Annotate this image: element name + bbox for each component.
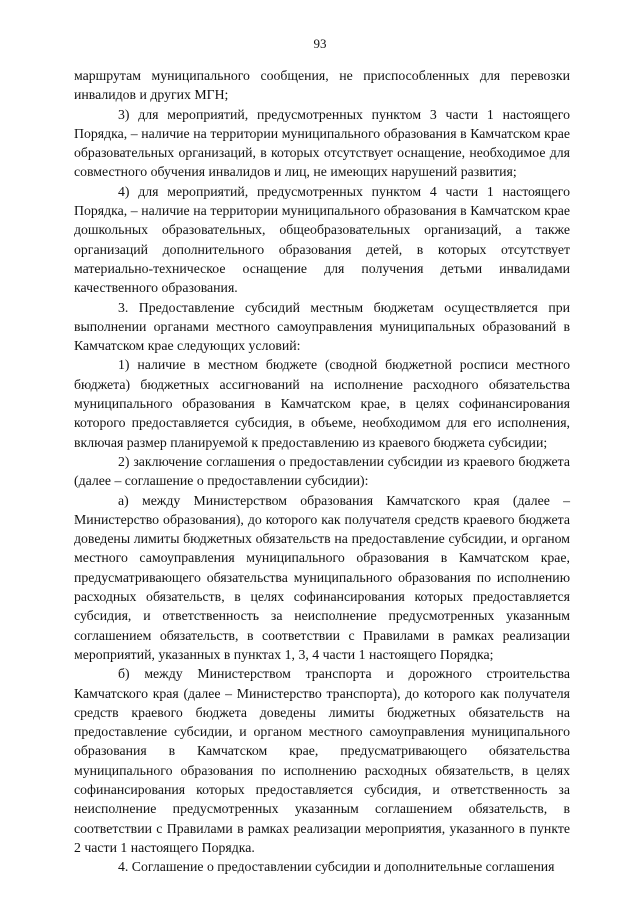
paragraph-condition-2: 2) заключение соглашения о предоставлении субсидии из краевого бюджета (далее – соглашение о предоставлении субсидии):	[74, 453, 570, 489]
paragraph-continuation: маршрутам муниципального сообщения, не приспособленных для перевозки инвалидов и других МГН;	[74, 68, 570, 103]
paragraph-section-3: 3. Предоставление субсидий местным бюджетам осуществляется при выполнении органами местного самоуправления муниципальных образований в Камчатском крае следующих условий:	[74, 299, 570, 354]
paragraph-subitem-a: а) между Министерством образования Камчатского края (далее – Министерство образования), до которого как получателя средств краевого бюджета доведены лимиты бюджетных обязательств на предоставление субсидии, и органом местного самоуправления муниципального образования в Камчатском крае, предусматривающего обязательства муниципального образования по исполнению расходных обязательств, в целях софинансирования которых предоставляется субсидия, и ответственность за неисполнение предусмотренных указанным соглашением обязательств, в соответствии с Правилами в рамках реализации мероприятий, указанных в пунктах 1, 3, 4 части 1 настоящего Порядка;	[74, 492, 570, 662]
page-number: 93	[313, 36, 327, 51]
paragraph-item-3: 3) для мероприятий, предусмотренных пунктом 3 части 1 настоящего Порядка, – наличие на территории муниципального образования в Камчатском крае образовательных организаций, в которых отсутствует оснащение, необходимое для совместного обучения инвалидов и лиц, не имеющих нарушений развития;	[74, 106, 570, 180]
paragraph-section-4: 4. Соглашение о предоставлении субсидии и дополнительные соглашения	[118, 859, 555, 875]
paragraph-subitem-b: б) между Министерством транспорта и дорожного строительства Камчатского края (далее – Министерство транспорта), до которого как получателя средств краевого бюджета доведены лимиты бюджетных обязательств на предоставление субсидии, и органом местного самоуправления муниципального образования в Камчатском крае, предусматривающего обязательства муниципального образования по исполнению расходных обязательств, в целях софинансирования которых предоставляется субсидия, и ответственность за неисполнение предусмотренных указанным соглашением обязательств, в соответствии с Правилами в рамках реализации мероприятия, указанного в пункте 2 части 1 настоящего Порядка.	[74, 666, 570, 855]
paragraph-item-4: 4) для мероприятий, предусмотренных пунктом 4 части 1 настоящего Порядка, – наличие на территории муниципального образования в Камчатском крае дошкольных образовательных, общеобразовательных организаций, а также организаций дополнительного образования детей, в которых отсутствует материально-техническое оснащение для получения детьми инвалидами качественного образования.	[74, 183, 570, 296]
document-body	[74, 66, 570, 876]
paragraph-condition-1: 1) наличие в местном бюджете (сводной бюджетной росписи местного бюджета) бюджетных ассигнований на исполнение расходного обязательства муниципального образования в Камчатском крае, в целях софинансирования которого предоставляется субсидия, в объеме, необходимом для его исполнения, включая размер планируемой к предоставлению из краевого бюджета субсидии;	[74, 357, 570, 450]
